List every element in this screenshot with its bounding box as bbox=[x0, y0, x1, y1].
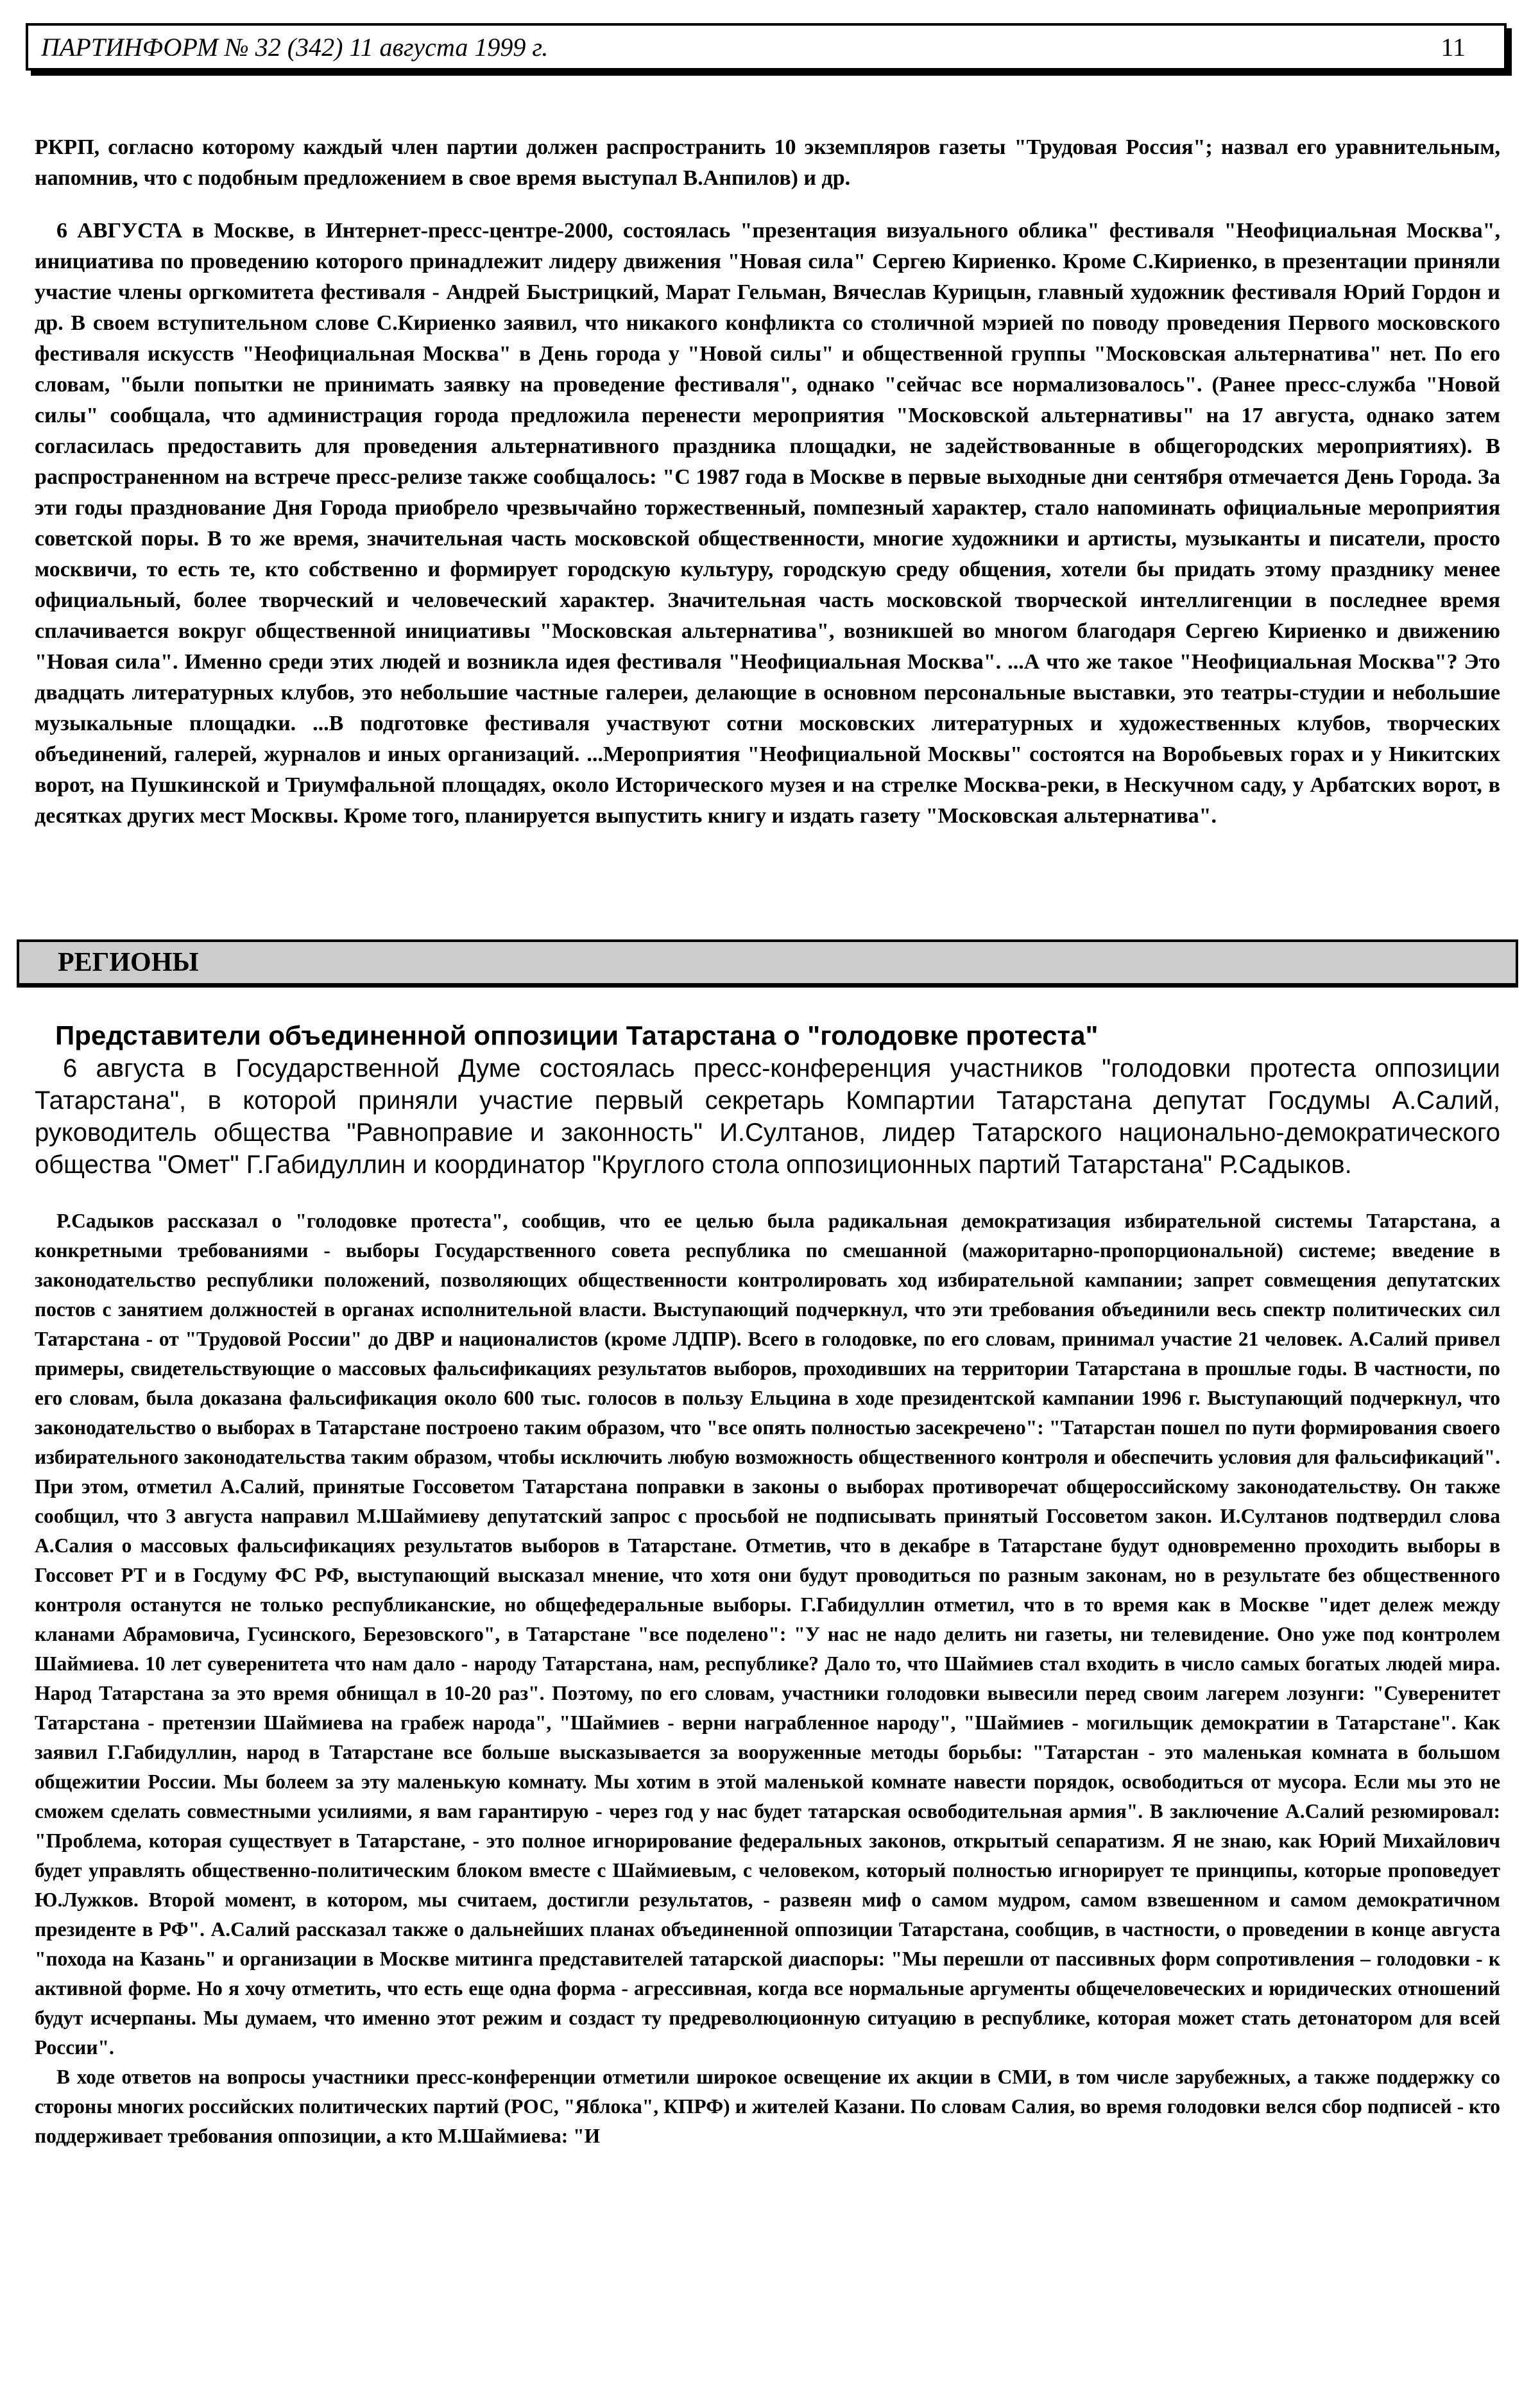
article-title: Представители объединенной оппозиции Татарстана о "голодовке протеста" bbox=[55, 1020, 1099, 1050]
section-label: РЕГИОНЫ bbox=[58, 948, 199, 977]
paragraph-continued: РКРП, согласно которому каждый член партии должен распространить 10 экземпляров газеты "Трудовая Россия"; назвал его уравнительным, напомнив, что с подобным предложением в свое время выступал В.Анпилов) и др. bbox=[35, 135, 1500, 190]
article-body-paragraph: Р.Садыков рассказал о "голодовке протеста", сообщив, что ее целью была радикальная демократизация избирательной системы Татарстана, а конкретными требованиями - выборы Государственного совета республика по смешанной (мажоритарно-пропорциональной) системе; введение в законодательство республики положений, позволяющих общественности контролировать ход избирательной кампании; запрет совмещения депутатских постов с занятием должностей в органах исполнительной власти. Выступающий подчеркнул, что эти требования объединили весь спектр политических сил Татарстана - от "Трудовой России" до ДВР и националистов (кроме ЛДПР). Всего в голодовке, по его словам, принимал участие 21 человек. А.Салий привел примеры, свидетельствующие о массовых фальсификациях результатов выборов, проходивших на территории Татарстана в прошлые годы. В частности, по его словам, была доказана фальсификация около 600 тыс. голосов в пользу Ельцина в ходе президентской кампании 1996 г. Выступающий подчеркнул, что законодательство о выборах в Татарстане построено таким образом, что "все опять полностью засекречено": "Татарстан пошел по пути формирования своего избирательного законодательства таким образом, чтобы исключить любую возможность общественного контроля и обеспечить условия для фальсификаций". При этом, отметил А.Салий, принятые Госсоветом Татарстана поправки в законы о выборах противоречат общероссийскому законодательству. Он также сообщил, что 3 августа направил М.Шаймиеву депутатский запрос с просьбой не подписывать принятый Госсоветом закон. И.Султанов подтвердил слова А.Салия о массовых фальсификациях результатов выборов в Татарстане. Отметив, что в декабре в Татарстане будут одновременно проходить выборы в Госсовет РТ и в Госдуму ФС РФ, выступающий высказал мнение, что хотя они будут проводиться по разным законам, но в результате без общественного контроля останутся не только республиканские, но общефедеральные выборы. Г.Габидуллин отметил, что в то время как в Москве "идет дележ между кланами Абрамовича, Гусинского, Березовского", в Татарстане "все поделено": "У нас не надо делить ни газеты, ни телевидение. Оно уже под контролем Шаймиева. 10 лет суверенитета что нам дало - народу Татарстана, нам, республике? Дало то, что Шаймиев стал входить в число самых богатых людей мира. Народ Татарстана за это время обнищал в 10-20 раз". Поэтому, по его словам, участники голодовки вывесили перед своим лагерем лозунги: "Суверенитет Татарстана - претензии Шаймиева на грабеж народа", "Шаймиев - верни награбленное народу", "Шаймиев - могильщик демократии в Татарстане". Как заявил Г.Габидуллин, народ в Татарстане все больше высказывается за вооруженные методы борьбы: "Татарстан - это маленькая комната в большом общежитии России. Мы болеем за эту маленькую комнату. Мы хотим в этой маленькой комнате навести порядок, освободиться от мусора. Если мы это не сможем сделать совместными усилиями, я вам гарантирую - через год у нас будет татарская освободительная армия". В заключение А.Салий резюмировал: "Проблема, которая существует в Татарстане, - это полное игнорирование федеральных законов, открытый сепаратизм. Я не знаю, как Юрий Михайлович будет управлять общественно-политическим блоком вместе с Шаймиевым, с человеком, который полностью игнорирует те принципы, которые проповедует Ю.Лужков. Второй момент, в котором, мы считаем, достигли результатов, - развеян миф о самом мудром, самом взвешенном и самом демократичном президенте в РФ". А.Салий рассказал также о дальнейших планах объединенной оппозиции Татарстана, сообщив, в частности, о проведении в конце августа "похода на Казань" и организации в Москве митинга представителей татарской диаспоры: "Мы перешли от пассивных форм сопротивления – голодовки - к активной форме. Но я хочу отметить, что есть еще одна форма - агрессивная, когда все нормальные аргументы общечеловеческих и юридических отношений будут исчерпаны. Мы думаем, что именно этот режим и создаст ту предреволюционную ситуацию в республике, которая может стать детонатором для всей России". bbox=[35, 1210, 1500, 2059]
article-lead: 6 августа в Государственной Думе состоялась пресс-конференция участников "голодовки протеста оппозиции Татарстана", в которой приняли участие первый секретарь Компартии Татарстана депутат Госдумы А.Салий, руководитель общества "Равноправие и законность" И.Султанов, лидер Татарского национально-демократического общества "Омет" Г.Габидуллин и координатор "Круглого стола оппозиционных партий Татарстана" Р.Садыков. bbox=[35, 1054, 1500, 1179]
page-header bbox=[26, 23, 1507, 71]
publication-title: ПАРТИНФОРМ № 32 (342) 11 августа 1999 г. bbox=[41, 33, 549, 62]
section-header bbox=[17, 939, 1518, 988]
article-body-paragraph: В ходе ответов на вопросы участники пресс-конференции отметили широкое освещение их акции в СМИ, в том числе зарубежных, а также поддержку со стороны многих российских политических партий (РОС, "Яблока", КПРФ) и жителей Казани. По словам Салия, во время голодовки велся сбор подписей - кто поддерживает требования оппозиции, а кто М.Шаймиева: "И bbox=[35, 2066, 1500, 2147]
page-number: 11 bbox=[1441, 33, 1466, 62]
paragraph-festival: 6 АВГУСТА в Москве, в Интернет-пресс-центре-2000, состоялась "презентация визуального облика" фестиваля "Неофициальная Москва", инициатива по проведению которого принадлежит лидеру движения "Новая сила" Сергею Кириенко. Кроме С.Кириенко, в презентации приняли участие члены оргкомитета фестиваля - Андрей Быстрицкий, Марат Гельман, Вячеслав Курицын, главный художник фестиваля Юрий Гордон и др. В своем вступительном слове С.Кириенко заявил, что никакого конфликта со столичной мэрией по поводу проведения Первого московского фестиваля искусств "Неофициальная Москва" в День города у "Новой силы" и общественной группы "Московская альтернатива" нет. По его словам, "были попытки не принимать заявку на проведение фестиваля", однако "сейчас все нормализовалось". (Ранее пресс-служба "Новой силы" сообщала, что администрация города предложила перенести мероприятия "Московской альтернативы" на 17 августа, однако затем согласилась предоставить для проведения альтернативного праздника площадки, не задействованные в общегородских мероприятиях). В распространенном на встрече пресс-релизе также сообщалось: "С 1987 года в Москве в первые выходные дни сентября отмечается День Города. За эти годы празднование Дня Города приобрело чрезвычайно торжественный, помпезный характер, стало напоминать официальные мероприятия советской поры. В то же время, значительная часть московской общественности, многие художники и артисты, музыканты и писатели, просто москвичи, то есть те, кто собственно и формирует городскую культуру, городскую среду общения, хотели бы придать этому празднику менее официальный, более творческий и человеческий характер. Значительная часть московской творческой интеллигенции в последнее время сплачивается вокруг общественной инициативы "Московская альтернатива", возникшей во многом благодаря Сергею Кириенко и движению "Новая сила". Именно среди этих людей и возникла идея фестиваля "Неофициальная Москва". ...А что же такое "Неофициальная Москва"? Это двадцать литературных клубов, это небольшие частные галереи, делающие в основном персональные выставки, это театры-студии и небольшие музыкальные площадки. ...В подготовке фестиваля участвуют сотни московских литературных и художественных клубов, творческих объединений, галерей, журналов и иных организаций. ...Мероприятия "Неофициальной Москвы" состоятся на Воробьевых горах и у Никитских ворот, на Пушкинской и Триумфальной площадях, около Исторического музея и на стрелке Москва-реки, в Нескучном саду, у Арбатских ворот, в десятках других мест Москвы. Кроме того, планируется выпустить книгу и издать газету "Московская альтернатива". bbox=[35, 219, 1500, 828]
